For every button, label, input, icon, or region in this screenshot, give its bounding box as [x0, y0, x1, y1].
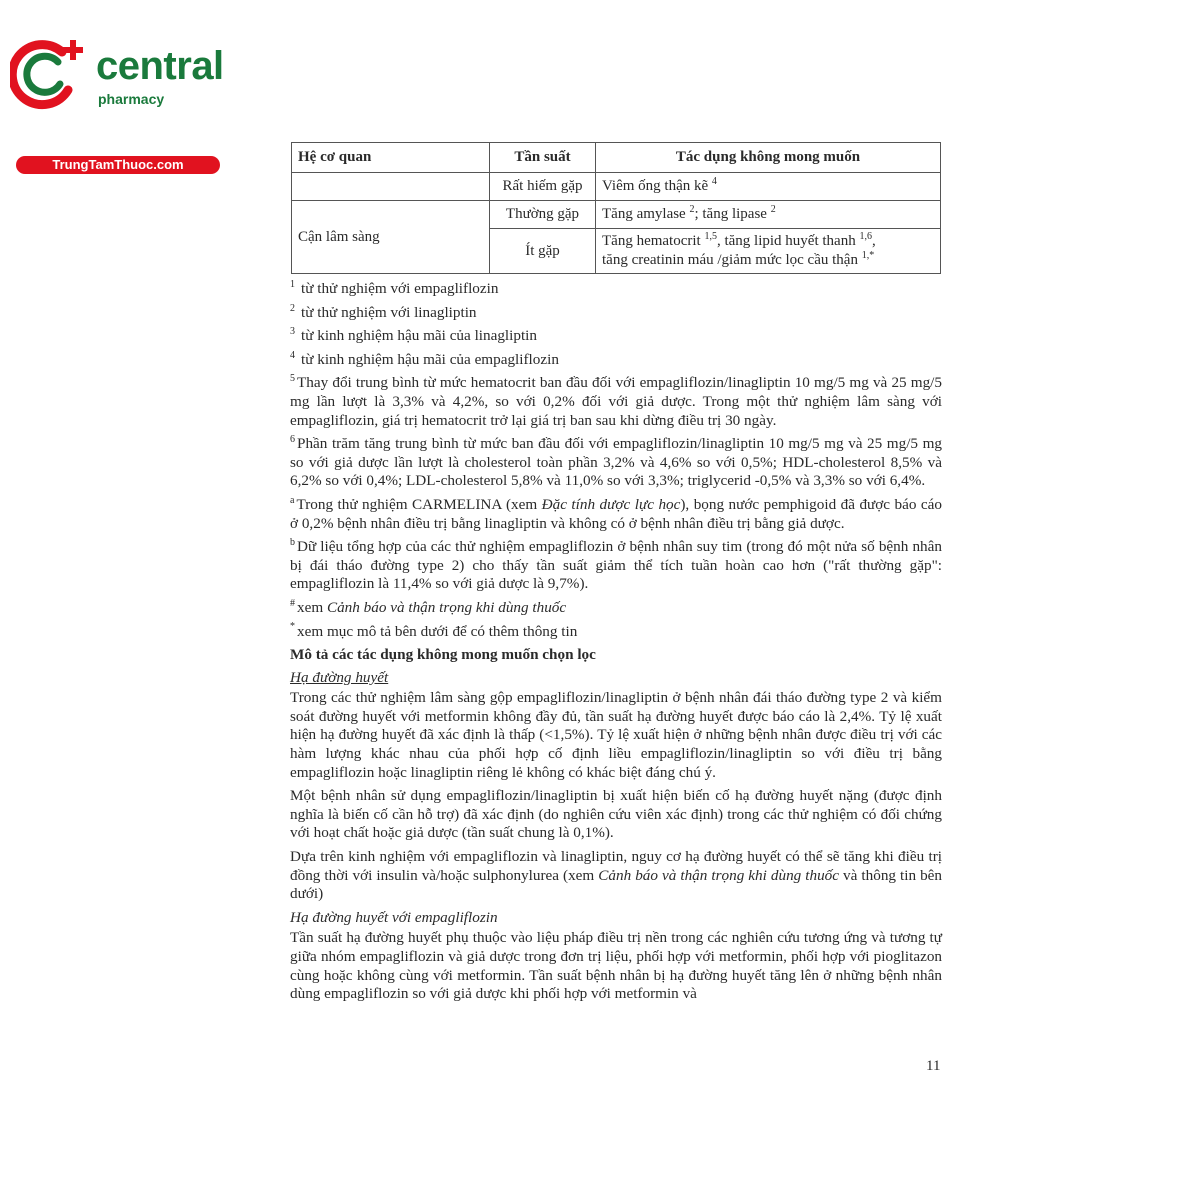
footnote-hash: # xem Cảnh báo và thận trọng khi dùng thuốc: [290, 597, 567, 616]
footnote-a: $^a$ Trong thử nghiệm CARMELINA (xem Đặc tính dược lực học), bọng nước pemphigoid đã được báo cáo ở 0,2% bệnh nhân điều trị bằng linagliptin và không có ở bệnh nhân điều trị bằng giả dược.: [290, 494, 943, 532]
header-frequency: Tần suất: [490, 143, 596, 173]
table-cell-effect: Tăng amylase $^2$; tăng lipase $^2$: [596, 201, 941, 229]
logo-tagline: pharmacy: [98, 91, 165, 107]
paragraph-1: Trong các thử nghiệm lâm sàng gộp empagliflozin/linagliptin ở bệnh nhân đái tháo đường type 2 và kiểm soát đường huyết với metformin không đầy đủ, tần suất hạ đường huyết được báo cáo là 2,4%. Tỷ lệ xuất hiện hạ đường huyết đã xác định là thấp (<1,5%). Tỷ lệ xuất hiện ở những bệnh nhân được điều trị với các hàm lượng khác nhau của phối hợp cố định liều empagliflozin/linagliptin so với điều trị bằng empagliflozin hoặc linagliptin riêng lẻ không có khác biệt đáng chú ý.: [290, 689, 942, 781]
paragraph-2: Một bệnh nhân sử dụng empagliflozin/linagliptin bị xuất hiện biến cố hạ đường huyết nặng (được định nghĩa là biến cố cần hỗ trợ) đã xác định (do nghiên cứu viên xác định) trong các thử nghiệm có đối chứng với hoạt chất hoặc giả dược (tần suất chung là 0,1%).: [290, 787, 942, 842]
footnote-2: $^2$ từ thử nghiệm với linagliptin: [290, 302, 477, 321]
table-cell-organ-group: Cận lâm sàng: [292, 201, 490, 274]
table-cell-frequency: Rất hiếm gặp: [490, 173, 596, 201]
page-number: 11: [926, 1058, 941, 1074]
logo-brand: central: [96, 44, 224, 88]
footnote-5: $^5$ Thay đổi trung bình từ mức hematocrit ban đầu đối với empagliflozin/linagliptin 10 mg/5 mg và 25 mg/5 mg lần lượt là 3,3% và 4,2%, so với 0,2% đối với giả dược. Trong một thử nghiệm lâm sàng với empagliflozin, giá trị hematocrit trở lại giá trị ban sau khi dừng điều trị 30 ngày.: [290, 373, 942, 429]
subheading-hypoglycemia: Hạ đường huyết: [290, 668, 389, 686]
footnote-star: * xem mục mô tả bên dưới để có thêm thông tin: [290, 621, 578, 640]
table-header-row: [292, 143, 941, 173]
table-cell-effect: Tăng hematocrit $^{1,5}$, tăng lipid huyết thanh $^{1,6}$, tăng creatinin máu /giảm mức lọc cầu thận $^{1,*}$: [596, 229, 941, 274]
logo-site-url: TrungTamThuoc.com: [16, 156, 220, 174]
section-title: Mô tả các tác dụng không mong muốn chọn lọc: [290, 646, 596, 664]
table-row: [292, 173, 941, 201]
table-row: [292, 201, 941, 229]
document-body: [290, 280, 942, 1009]
adverse-reactions-table: [291, 142, 941, 274]
table-cell-effect: Viêm ống thận kẽ $^4$: [596, 173, 941, 201]
subheading-hypoglycemia-empagliflozin: Hạ đường huyết với empagliflozin: [290, 908, 498, 926]
footnote-3: $^3$ từ kinh nghiệm hậu mãi của linagliptin: [290, 326, 537, 345]
paragraph-3: Dựa trên kinh nghiệm với empagliflozin và linagliptin, nguy cơ hạ đường huyết có thể sẽ tăng khi điều trị đồng thời với insulin và/hoặc sulphonylurea (xem Cảnh báo và thận trọng khi dùng thuốc và thông tin bên dưới): [290, 848, 943, 903]
table-cell-frequency: Thường gặp: [490, 201, 596, 229]
table-cell-frequency: Ít gặp: [490, 229, 596, 274]
footnote-1: $^1$ từ thử nghiệm với empagliflozin: [290, 278, 499, 297]
header-organ-system: Hệ cơ quan: [292, 143, 490, 173]
footnote-b: $^b$ Dữ liệu tổng hợp của các thử nghiệm empagliflozin ở bệnh nhân suy tim (trong đó một nửa số bệnh nhân bị đái tháo đường type 2) cho thấy tần suất giảm thể tích tuần hoàn cao hơn ("rất thường gặp": empagliflozin là 11,4% so với giả dược là 9,7%).: [290, 537, 942, 593]
table-cell-organ: [292, 173, 490, 201]
paragraph-4: Tần suất hạ đường huyết phụ thuộc vào liệu pháp điều trị nền trong các nghiên cứu tương ứng và tương tự giữa nhóm empagliflozin và giả dược trong đơn trị liệu, phối hợp với metformin, phối hợp với pioglitazon cùng hoặc không cùng với metformin. Tần suất bệnh nhân bị hạ đường huyết tăng lên ở những bệnh nhân dùng empagliflozin so với giả dược khi phối hợp với metformin và: [290, 929, 942, 1003]
footnote-6: $^6$ Phần trăm tăng trung bình từ mức ban đầu đối với empagliflozin/linagliptin 10 mg/5 mg và 25 mg/5 mg so với giả dược lần lượt là cholesterol toàn phần 3,2% và 4,6% so với 0,5%; HDL-cholesterol 8,5% và 6,2% so với 0,4%; LDL-cholesterol 5,8% và 11,0% so với 3,3%; triglycerid -0,5% và 3,3% so với 6,4%.: [290, 434, 942, 490]
central-pharmacy-logo-icon: [10, 38, 92, 110]
footnote-4: $^4$ từ kinh nghiệm hậu mãi của empagliflozin: [290, 349, 559, 368]
pharmacy-logo: [10, 38, 224, 172]
header-adverse-effect: Tác dụng không mong muốn: [596, 143, 941, 173]
